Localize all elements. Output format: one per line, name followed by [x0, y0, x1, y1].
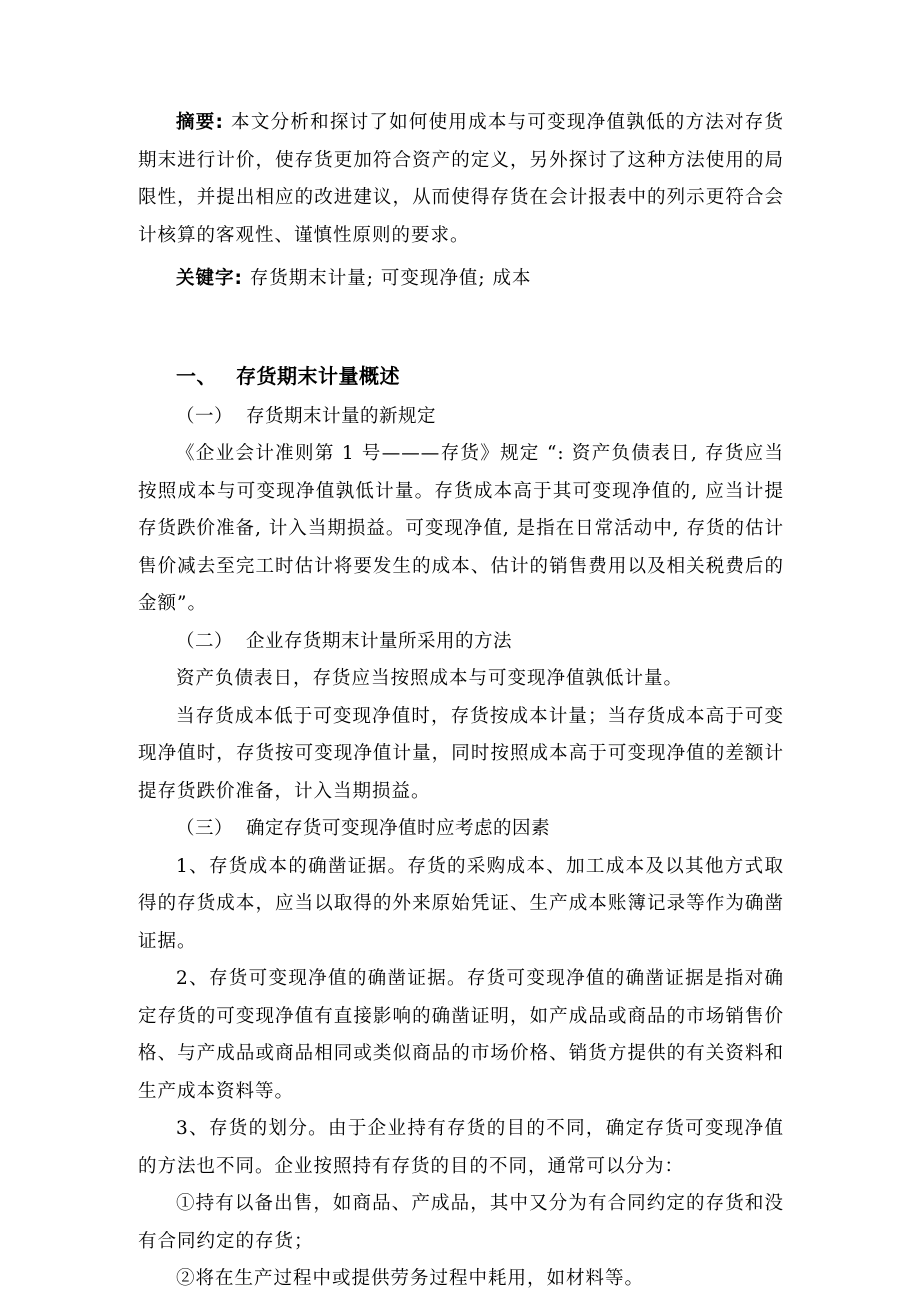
- circle-item-2: ②将在生产过程中或提供劳务过程中耗用，如材料等。: [176, 1268, 645, 1289]
- subsection-title-1: 存货期末计量的新规定: [246, 405, 437, 427]
- subsection-title-3: 确定存货可变现净值时应考虑的因素: [246, 818, 551, 839]
- keywords-label: 关键字:: [176, 268, 243, 289]
- list-item-1: 1、存货成本的确凿证据。存货的采购成本、加工成本及以其他方式取得的存货成本，应当以取得的外来原始凭证、生产成本账簿记录等作为确凿证据。: [138, 855, 784, 952]
- paragraph-method-2: 当存货成本低于可变现净值时，存货按成本计量；当存货成本高于可变现净值时，存货按可变现净值计量，同时按照成本高于可变现净值的差额计提存货跌价准备，计入当期损益。: [138, 705, 784, 802]
- subsection-heading-1: [176, 398, 784, 436]
- list-item-3: 3、存货的划分。由于企业持有存货的目的不同，确定存货可变现净值的方法也不同。企业按照持有存货的目的不同，通常可以分为：: [138, 1118, 784, 1177]
- subsection-number-2: （二）: [176, 630, 234, 652]
- paragraph-regulation: 《企业会计准则第 1 号———存货》规定 “: 资产负债表日, 存货应当按照成本与可变现净值孰低计量。存货成本高于其可变现净值的, 应当计提存货跌价准备, 计入当期损益。可变现净值, 是指在日常活动中, 存货的估计售价减去至完工时估计将要发生的成本、估计的销售费用以及相关税费后的金额”。: [138, 443, 784, 614]
- list-item-2: 2、存货可变现净值的确凿证据。存货可变现净值的确凿证据是指对确定存货的可变现净值有直接影响的确凿证明，如产成品或商品的市场销售价格、与产成品或商品相同或类似商品的市场价格、销货方提供的有关资料和生产成本资料等。: [138, 968, 784, 1102]
- abstract-text: 本文分析和探讨了如何使用成本与可变现净值孰低的方法对存货期末进行计价，使存货更加符合资产的定义，另外探讨了这种方法使用的局限性，并提出相应的改进建议，从而使得存货在会计报表中的列示更符合会计核算的客观性、谨慎性原则的要求。: [138, 112, 784, 246]
- subsection-number-3: （三）: [176, 818, 234, 839]
- keywords-paragraph: [138, 260, 784, 298]
- abstract-label: 摘要:: [176, 112, 224, 133]
- section-title: 存货期末计量概述: [236, 363, 400, 388]
- subsection-heading-2: [176, 623, 784, 661]
- subsection-title-2: 企业存货期末计量所采用的方法: [246, 630, 513, 652]
- abstract-paragraph: [138, 104, 784, 254]
- paragraph-method-1: 资产负债表日，存货应当按照成本与可变现净值孰低计量。: [176, 668, 684, 689]
- subsection-number-1: （一）: [176, 405, 234, 427]
- subsection-heading-3: [176, 810, 784, 848]
- circle-item-1: ①持有以备出售，如商品、产成品，其中又分为有合同约定的存货和没有合同约定的存货；: [138, 1193, 784, 1252]
- section-number: 一、: [176, 363, 217, 388]
- keywords-text: 存货期末计量; 可变现净值; 成本: [242, 268, 532, 289]
- document-body: [138, 104, 784, 1298]
- section-heading: [176, 354, 784, 398]
